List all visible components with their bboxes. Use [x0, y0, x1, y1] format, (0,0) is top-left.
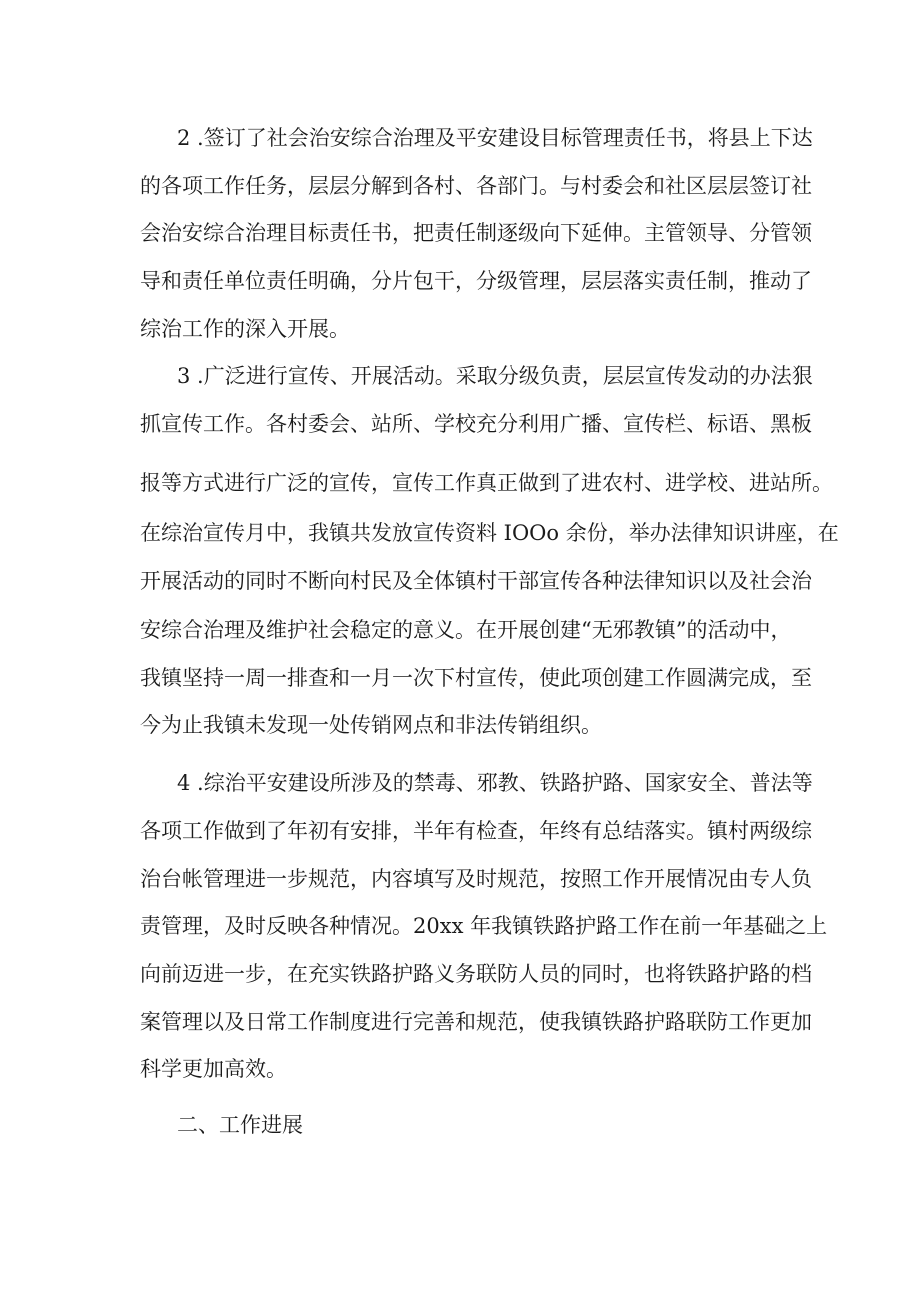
paragraph-3-line-5: 向前迈进一步，在充实铁路护路义务联防人员的同时，也将铁路护路的档: [140, 962, 812, 986]
paragraph-1-line-4: 导和责任单位责任明确，分片包干，分级管理，层层落实责任制，推动了: [140, 269, 812, 293]
paragraph-2-line-1: 3 .广泛进行宣传、开展活动。采取分级负责，层层宣传发动的办法狠: [177, 364, 813, 388]
section-heading: 二、工作进展: [177, 1113, 303, 1137]
paragraph-2-line-2: 抓宣传工作。各村委会、站所、学校充分利用广播、宣传栏、标语、黑板: [140, 412, 812, 436]
paragraph-2-line-7: 我镇坚持一周一排查和一月一次下村宣传，使此项创建工作圆满完成，至: [140, 666, 812, 690]
paragraph-1-line-5: 综治工作的深入开展。: [140, 317, 350, 341]
paragraph-1-line-3: 会治安综合治理目标责任书，把责任制逐级向下延伸。主管领导、分管领: [140, 221, 812, 245]
paragraph-2-line-8: 今为止我镇未发现一处传销网点和非法传销组织。: [140, 713, 602, 737]
paragraph-2-line-4: 在综治宣传月中，我镇共发放宣传资料 IOOo 余份，举办法律知识讲座，在: [140, 521, 839, 545]
paragraph-2-line-5: 开展活动的同时不断向村民及全体镇村干部宣传各种法律知识以及社会治: [140, 569, 812, 593]
paragraph-2-line-3: 报等方式进行广泛的宣传，宣传工作真正做到了进农村、进学校、进站所。: [140, 471, 833, 495]
paragraph-3-line-3: 治台帐管理进一步规范，内容填写及时规范，按照工作开展情况由专人负: [140, 867, 812, 891]
paragraph-3-line-7: 科学更加高效。: [140, 1057, 287, 1081]
paragraph-3-line-2: 各项工作做到了年初有安排，半年有检查，年终有总结落实。镇村两级综: [140, 819, 812, 843]
paragraph-3-line-6: 案管理以及日常工作制度进行完善和规范，使我镇铁路护路联防工作更加: [140, 1010, 812, 1034]
paragraph-2-line-6: 安综合治理及维护社会稳定的意义。在开展创建“无邪教镇”的活动中，: [140, 618, 792, 642]
paragraph-3-line-1: 4 .综治平安建设所涉及的禁毒、邪教、铁路护路、国家安全、普法等: [177, 771, 813, 795]
paragraph-3-line-4: 责管理，及时反映各种情况。20xx 年我镇铁路护路工作在前一年基础之上: [140, 914, 828, 938]
paragraph-1-line-1: 2 .签订了社会治安综合治理及平安建设目标管理责任书，将县上下达: [177, 126, 813, 150]
paragraph-1-line-2: 的各项工作任务，层层分解到各村、各部门。与村委会和社区层层签订社: [140, 174, 812, 198]
